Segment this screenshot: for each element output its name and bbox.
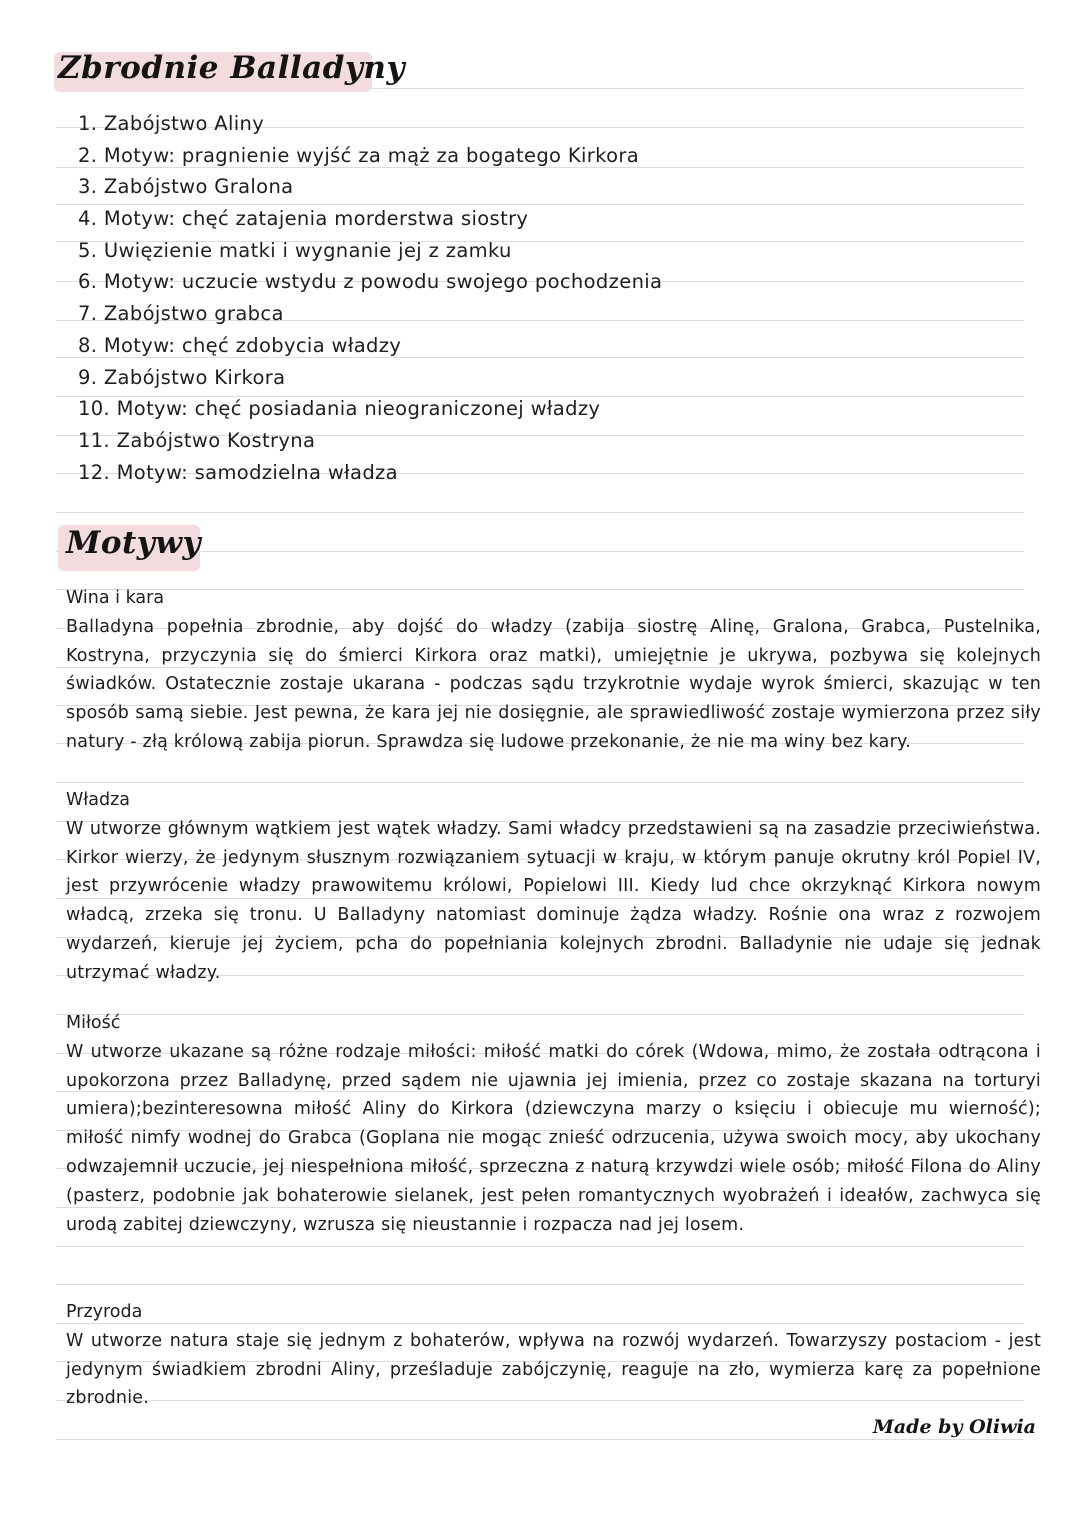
list-item: 8. Motyw: chęć zdobycia władzy bbox=[78, 333, 402, 357]
list-item: 11. Zabójstwo Kostryna bbox=[78, 428, 316, 452]
motif-love bbox=[66, 1009, 1041, 1239]
list-item: 6. Motyw: uczucie wstydu z powodu swojego pochodzenia bbox=[78, 270, 663, 294]
motif-title: Władza bbox=[66, 790, 131, 810]
motif-text: W utworze głównym wątkiem jest wątek władzy. Sami władcy przedstawieni są na zasadzie przeciwieństwa. Kirkor wierzy, że jedynym słusznym rozwiązaniem sytuacji w kraju, w którym panuje okrutny król Popiel IV, jest przywrócenie władzy prawowitemu królowi, Popielowi III. Kiedy lud chce okrzyknąć Kirkora nowym władcą, zrzeka się tronu. U Balladyny natomiast dominuje żądza władzy. Rośnie ona wraz z rozwojem wydarzeń, kieruje jej życiem, pcha do popełniania kolejnych zbrodni. Balladynie nie udaje się jednak utrzymać władzy. bbox=[66, 818, 1041, 983]
motif-title: Przyroda bbox=[66, 1302, 143, 1322]
motif-text: W utworze ukazane są różne rodzaje miłości: miłość matki do córek (Wdowa, mimo, że została odtrącona i upokorzona przez Balladynę, przed sądem nie ujawnia jej imienia, przez co zostaje skazana na torturyi umiera);bezinteresowna miłość Aliny do Kirkora (dziewczyna marzy o księciu i obiecuje mu wierność); miłość nimfy wodnej do Grabca (Goplana nie mogąc znieść odrzucenia, używa swoich mocy, aby ukochany odwzajemnił uczucie, jej niespełniona miłość, sprzeczna z naturą krzywdzi wiele osób; miłość Filona do Aliny (pasterz, podobnie jak bohaterowie sielanek, jest pełen romantycznych wyobrażeń i ideałów, zachwyca się urodą zabitej dziewczyny, wzrusza się nieustannie i rozpacza nad jej losem. bbox=[66, 1041, 1041, 1235]
rule-line bbox=[56, 1246, 1024, 1247]
list-item: 7. Zabójstwo grabca bbox=[78, 302, 284, 326]
motif-text: Balladyna popełnia zbrodnie, aby dojść do władzy (zabija siostrę Alinę, Gralona, Grabca, Pustelnika, Kostryna, przyczynia się do śmierci Kirkora oraz matki), umiejętnie je ukrywa, pozbywa się kolejnych świadków. Ostatecznie zostaje ukarana - podczas sądu trzykrotnie wydaje wyrok śmierci, skazując w ten sposób samą siebie. Jest pewna, że kara jej nie dosięgnie, ale sprawiedliwość zostaje wymierzona przez siły natury - złą królową zabija piorun. Sprawdza się ludowe przekonanie, że nie ma winy bez kary. bbox=[66, 616, 1041, 752]
author-signature: Made by Oliwia bbox=[872, 1416, 1036, 1438]
rule-line bbox=[56, 782, 1024, 783]
rule-line bbox=[56, 512, 1024, 513]
crimes-list bbox=[78, 108, 662, 488]
crimes-heading: Zbrodnie Balladyny bbox=[58, 50, 405, 86]
rule-line bbox=[56, 1284, 1024, 1285]
list-item: 10. Motyw: chęć posiadania nieograniczonej władzy bbox=[78, 397, 601, 421]
list-item: 4. Motyw: chęć zatajenia morderstwa siostry bbox=[78, 207, 529, 231]
motif-nature bbox=[66, 1298, 1041, 1413]
list-item: 5. Uwięzienie matki i wygnanie jej z zamku bbox=[78, 238, 512, 262]
list-item: 3. Zabójstwo Gralona bbox=[78, 175, 294, 199]
motif-title: Miłość bbox=[66, 1013, 121, 1033]
motif-text: W utworze natura staje się jednym z bohaterów, wpływa na rozwój wydarzeń. Towarzyszy postaciom - jest jedynym świadkiem zbrodni Aliny, prześladuje zabójczynię, reaguje na zło, wymierza karę za popełnione zbrodnie. bbox=[66, 1330, 1041, 1409]
list-item: 2. Motyw: pragnienie wyjść za mąż za bogatego Kirkora bbox=[78, 143, 640, 167]
list-item: 12. Motyw: samodzielna władza bbox=[78, 460, 398, 484]
list-item: 9. Zabójstwo Kirkora bbox=[78, 365, 286, 389]
motif-guilt-and-punishment bbox=[66, 584, 1041, 757]
motif-power bbox=[66, 786, 1041, 988]
motifs-heading: Motywy bbox=[66, 525, 202, 561]
motif-title: Wina i kara bbox=[66, 588, 165, 608]
list-item: 1. Zabójstwo Aliny bbox=[78, 112, 265, 135]
rule-line bbox=[56, 1439, 1024, 1440]
rule-line bbox=[56, 551, 1024, 552]
